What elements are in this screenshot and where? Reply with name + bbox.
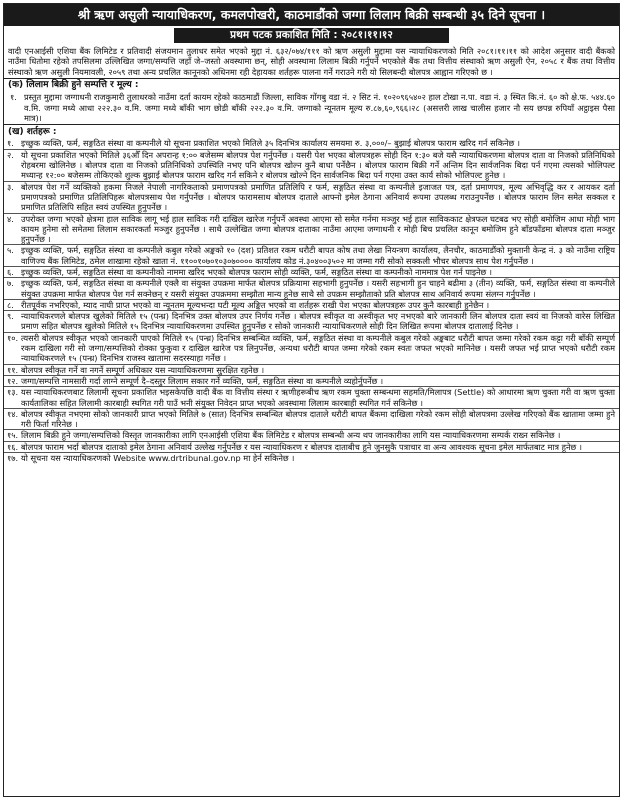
section-a-heading: (क) लिलाम बिक्री हुने सम्पत्ति र मूल्य : <box>8 80 139 91</box>
condition-item <box>4 333 619 365</box>
condition-number: ११. <box>7 364 19 375</box>
condition-item <box>4 278 619 300</box>
condition-number: १. <box>7 138 14 149</box>
notice-subtitle: प्रथम पटक प्रकाशित मिति : २०८१।११।१२ <box>174 28 449 43</box>
condition-text: त्यसरी बोलपत्र स्वीकृत भएको जानकारी पाएको मितिले १५ (पन्ध्र) दिनभित्र सम्बन्धित व्यक्ति, फर्म, सङ्गठित संस्था वा कम्पनीले कबुल गरेको अङ्कबाट धरौटी बापत जम्मा गरेको रकम कट्टा गरी बाँकी सम्पूर्ण रकम दाखिला गरी सो जग्गा/सम्पत्तिको रोक्का फुकुवा र दाखिल खारेज पत्र लिनुपर्नेछ, अन्यथा धरौटी बापत जम्मा गरेको रकम स्वतः जफत भएको मानिनेछ । यसरी जफत भई प्राप्त भएको धरौटी रकम न्यायाधिकरणले १५ (पन्ध्र) दिनभित्र राजस्व खातामा सदरस्याहा गर्नेछ । <box>21 332 615 364</box>
condition-item <box>4 387 619 409</box>
condition-text: इच्छुक व्यक्ति, फर्म, सङ्गठित संस्था वा कम्पनीले कबुल गरेको अङ्कको १० (दश) प्रतिशत रकम धरौटी बापत कोष तथा लेखा नियन्त्रण कार्यालय, लैनचौर, काठमाडौंको मुक्तानी केन्द्र नं. ३ को नाउँमा राष्ट्रिय वाणिज्य बैंक लिमिटेड, ठमेल शाखामा रहेको खाता नं. ११००१०७०१०३०७०००० कार्यालय कोड नं.३०४००३५०२ मा जम्मा गरी सोको सक्कली भौचर बोलपत्र साथ पेश गर्नुपर्नेछ । <box>21 245 615 266</box>
condition-text: लिलाम बिक्री हुने जग्गा/सम्पत्तिको विस्तृत जानकारीका लागि एनआईसी एशिया बैंक लिमिटेड र बोलपत्र सम्बन्धी अन्य थप जानकारीका लागि यस न्यायाधिकरणमा सम्पर्क राख्न सकिनेछ । <box>21 430 561 441</box>
condition-number: ८. <box>7 299 14 310</box>
condition-item <box>4 182 619 214</box>
condition-text: उपरोक्त जग्गा भएको क्षेत्रमा हाल साविक लागू भई हाल साविक गरी दाखिल खारेज गर्नुपर्ने अवस्था आएमा सो समेत गर्नमा मञ्जुर भई हाल साविककाट क्षेत्रफल घटबढ भए सोही बमोजिम आधा मोही भाग कायम हुनेमा सो समेतमा लिलाम सकारकर्ता मञ्जुर हुनुपर्नेछ । साथै उल्लेखित जग्गा बोलपत्र दाताका नाउँमा आएमा जग्गाधनी र मोही बिच प्रचलित कानून बमोजिम हुने बाँडफाँडमा बोलपत्र दाता मञ्जुर हुनुपर्नेछ । <box>21 213 615 245</box>
condition-item <box>4 150 619 182</box>
condition-text: इच्छुक व्यक्ति, फर्म, सङ्गठित संस्था वा कम्पनीले एक्लै वा संयुक्त उपक्रमा मार्फत बोलपत्र प्रक्रियामा सहभागी हुनुपर्नेछ । यसरी सहभागी हुन चाहने बढीमा ३ (तीन) व्यक्ति, फर्म, सङ्गठित संस्था वा कम्पनीले संयुक्त उपक्रमा मार्फत बोलपत्र पेश गर्न सक्नेछन् र यसरी संयुक्त उपक्रममा सम्झौता मान्य हुनेछ साथै सो उपक्रम सम्झौताको प्रति बोलपत्र साथ अनिवार्य रूपमा संलग्न गर्नुपर्नेछ । <box>21 278 615 299</box>
condition-item <box>4 442 619 453</box>
condition-number: ७. <box>7 278 14 289</box>
condition-item <box>4 376 619 387</box>
condition-number: १०. <box>7 332 19 343</box>
condition-text: जग्गा/सम्पत्ति नामसारी गर्दा लाग्ने सम्पूर्ण दै–दस्तुर लिलाम सकार गर्ने व्यक्ति, फर्म, सङ्गठित संस्था वा कम्पनीले व्यहोर्नुपर्नेछ । <box>21 375 384 386</box>
condition-item <box>4 409 619 431</box>
condition-item <box>4 300 619 311</box>
condition-text: इच्छुक व्यक्ति, फर्म, सङ्गठित संस्था वा कम्पनीले यो सूचना प्रकाशित भएको मितिले ३५ दिनभित्र कार्यालय समयमा रु. ३,०००/– बुझाई बोलपत्र फाराम खरिद गर्न सकिनेछ । <box>21 138 521 149</box>
condition-item <box>4 267 619 278</box>
condition-number: ४. <box>7 213 14 224</box>
condition-number: ९. <box>7 311 14 322</box>
condition-number: ५. <box>7 245 14 256</box>
condition-number: २. <box>7 149 14 160</box>
condition-number: १३. <box>7 387 19 398</box>
condition-text: बोलपत्र फाराम भर्दा बोलपत्र दाताको इमेल ठेगाना अनिवार्य उल्लेख गर्नुपर्नेछ र यस न्यायाधिकरण र बोलपत्र दाताबीच हुने जुनसुकै पत्राचार वा अन्य आवश्यक सूचना इमेल मार्फतबाट मात्र हुनेछ । <box>21 441 582 452</box>
condition-item <box>4 453 619 463</box>
condition-text: बोलपत्र स्वीकृत गर्ने वा नगर्ने सम्पूर्ण अधिकार यस न्यायाधिकरणमा सुरक्षित रहनेछ । <box>21 364 265 375</box>
condition-text: बोलपत्र स्वीकृत नभएमा सोको जानकारी प्राप्त भएको मितिले ७ (सात) दिनभित्र सम्बन्धित बोलपत्र दाताले धरौटी बापत बैंकमा दाखिला गरेको रकम सोही बोलपत्रमा उल्लेख गरिएको बैंक खातामा जम्मा हुने गरी फिर्ता गरिनेछ । <box>21 408 615 430</box>
property-text: प्रस्तुत मुद्दामा जग्गाधनी राजकुमारी तुलाधरको नाउँमा दर्ता कायम रहेको काठमाडौं जिल्ला, साविक गोंगबु वडा नं. २ सिट नं. १०२०९६५४०२ हाल टोखा न.पा. वडा नं. ३ स्थित कि.नं. ६० को क्षे.फ. ५४४.६० व.मि. जग्गा मध्ये आधा २२२.३० व.मि. जग्गा मध्ये बाँकी भाग छोडी बाँकी २२२.३० व.मि. जग्गाको न्यूनतम मूल्य रु.८७,६०,९६६।२८ (असत्तरी लाख चालीस हजार नौ सय छपन्न रुपियाँ अट्ठाइस पैसा मात्र)। <box>24 92 615 124</box>
conditions-list <box>4 138 619 463</box>
intro-paragraph: वादी एनआईसी एशिया बैंक लिमिटेड र प्रतिवादी संजयमान तुलाधर समेत भएको मुद्दा नं. ६३२/०७४/१११ को ऋण असुली मुद्दामा यस न्यायाधिकरणको मिति २०८१।११।११ को आदेश अनुसार वादी बैंकको नाउँमा धितोमा रहेको तपसिलमा उल्लिखित जग्गा/सम्पत्ति जहाँ जे–जस्तो अवस्थामा छन्, सोही अवस्थामा लिलाम बिक्री गर्नुपर्ने भएकोले बैंक तथा वित्तीय संस्थाको ऋण असुली ऐन, २०५८ र बैंक तथा वित्तीय संस्थाको ऋण असुली नियमावली, २०५९ तथा अन्य प्रचलित कानूनको अधिनमा रही देहायका शर्तहरू पालना गर्ने गराउने गरी यो सिलबन्दी बोलपत्र आह्वान गरिएको छ । <box>8 46 615 77</box>
condition-item <box>4 430 619 441</box>
condition-item <box>4 245 619 267</box>
condition-item <box>4 365 619 376</box>
condition-number: १६. <box>7 441 19 452</box>
condition-text: न्यायाधिकरणले बोलपत्र खुलेको मितिले १५ (पन्ध्र) दिनभित्र उक्त बोलपत्र उपर निर्णय गर्नेछ । बोलपत्र स्वीकृत वा अस्वीकृत भए नभएको बारे जानकारी लिन बोलपत्र दाता स्वयं वा निजको वारेस लिखित प्रमाण सहित बोलपत्र खुलेको मितिले १५ दिनभित्र न्यायाधिकरणमा उपस्थित हुनुपर्नेछ र सोको जानकारी न्यायाधिकरणले सोही दिन लिखित रूपमा बोलपत्र दातालाई दिनेछ । <box>21 311 615 332</box>
property-section <box>4 78 619 125</box>
condition-number: ३. <box>7 181 14 192</box>
condition-item <box>4 138 619 149</box>
condition-text: यो सूचना यस न्यायाधिकरणको Website www.drtribunal.gov.np मा हेर्न सकिनेछ । <box>21 453 295 464</box>
property-item <box>4 91 619 124</box>
condition-text: इच्छुक व्यक्ति, फर्म, सङ्गठित संस्था वा कम्पनीको नाममा खरिद भएको बोलपत्र फाराम सोही व्यक्ति, फर्म, सङ्गठित संस्था वा कम्पनीको नाममात्र पेश गर्न पाइनेछ । <box>21 267 492 277</box>
condition-item <box>4 214 619 246</box>
condition-text: बोलपत्र पेश गर्ने व्यक्तिको हकमा निजले नेपाली नागरिकताको प्रमाणपत्रको प्रमाणित प्रतिलिपि र फर्म, सङ्गठित संस्था वा कम्पनीले इजाजत पत्र, दर्ता प्रमाणपत्र, मूल्य अभिवृद्धि कर र आयकर दर्ता प्रमाणपत्रको प्रमाणित प्रतिलिपिहरू बोलपत्रसाथ पेश गर्नुपर्नेछ । बोलपत्र फारामसाथ बोलपत्र दाताले आफ्नो इमेल ठेगाना अनिवार्य रूपमा उपलब्ध गराउनुपर्नेछ । बोलपत्र फाराम लिन समेत सक्कल र प्रमाणित प्रतिलिपि सहित स्वयं उपस्थित हुनुपर्नेछ । <box>21 181 615 213</box>
condition-item <box>4 311 619 333</box>
condition-number: ६. <box>7 267 14 277</box>
condition-number: १४. <box>7 408 19 419</box>
condition-number: १७. <box>7 453 19 464</box>
notice-page <box>3 3 620 797</box>
condition-text: यस न्यायाधिकरणबाट लिलामी सूचना प्रकाशित भइसकेपछि वादी बैंक वा वित्तीय संस्था र ऋणीहरूबीच ऋण रकम चुक्ता सम्बन्धमा सहमति/मिलापत्र (Settle) को आधारमा ऋण चुक्ता गरी वा ऋण चुक्ता कार्यतालिका सहित लिलामी कारबाही स्थगित गरी पाउँ भनी संयुक्त निवेदन प्राप्त भएको अवस्थामा लिलाम कारबाही स्थगित गर्न सकिनेछ । <box>21 387 615 408</box>
condition-text: रीतपूर्वक नभरिएको, म्याद नाघी प्राप्त भएको वा न्यूनतम मूल्यभन्दा घटी मूल्य अङ्कित भएको वा शर्तहरू राखी पेश भएका बोलपत्रहरू उपर कुनै कारबाही हुनेछैन । <box>21 299 490 310</box>
condition-number: १२. <box>7 375 19 386</box>
property-number: १. <box>10 92 17 103</box>
condition-text: यो सूचना प्रकाशित भएको मितिले ३६औँ दिन अपरान्ह १:०० बजेसम्म बोलपत्र पेश गर्नुपर्नेछ । यसरी पेश भएका बोलपत्रहरू सोही दिन १:३० बजे यसै न्यायाधिकरणमा बोलपत्र दाता वा निजको प्रतिनिधिको रोहबरमा खोलिनेछ । बोलपत्र दाता वा निजको प्रतिनिधिको उपस्थिति नभए पनि बोलपत्र खोल्न कुनै बाधा पर्नेछैन । बोलपत्र फाराम बिक्री गर्ने अन्तिम दिन सार्वजनिक बिदा पर्न गएमा त्यसको भोलिपल्ट मध्यान्ह १२:०० बजेसम्म तोकिएको शुल्क बुझाई बोलपत्र फाराम खरिद गर्न सकिने र बोलपत्र खोल्ने दिन सार्वजनिक बिदा पर्न गएमा उक्त कार्य सोको भोलिपल्ट हुनेछ । <box>21 149 615 181</box>
condition-number: १५. <box>7 430 19 441</box>
notice-title: श्री ऋण असुली न्यायाधिकरण, कमलपोखरी, काठमाडौंको जग्गा लिलाम बिक्री सम्बन्धी ३५ दिने सूचना । <box>4 4 619 26</box>
section-b-heading: (ख) शर्तहरू : <box>8 127 57 138</box>
